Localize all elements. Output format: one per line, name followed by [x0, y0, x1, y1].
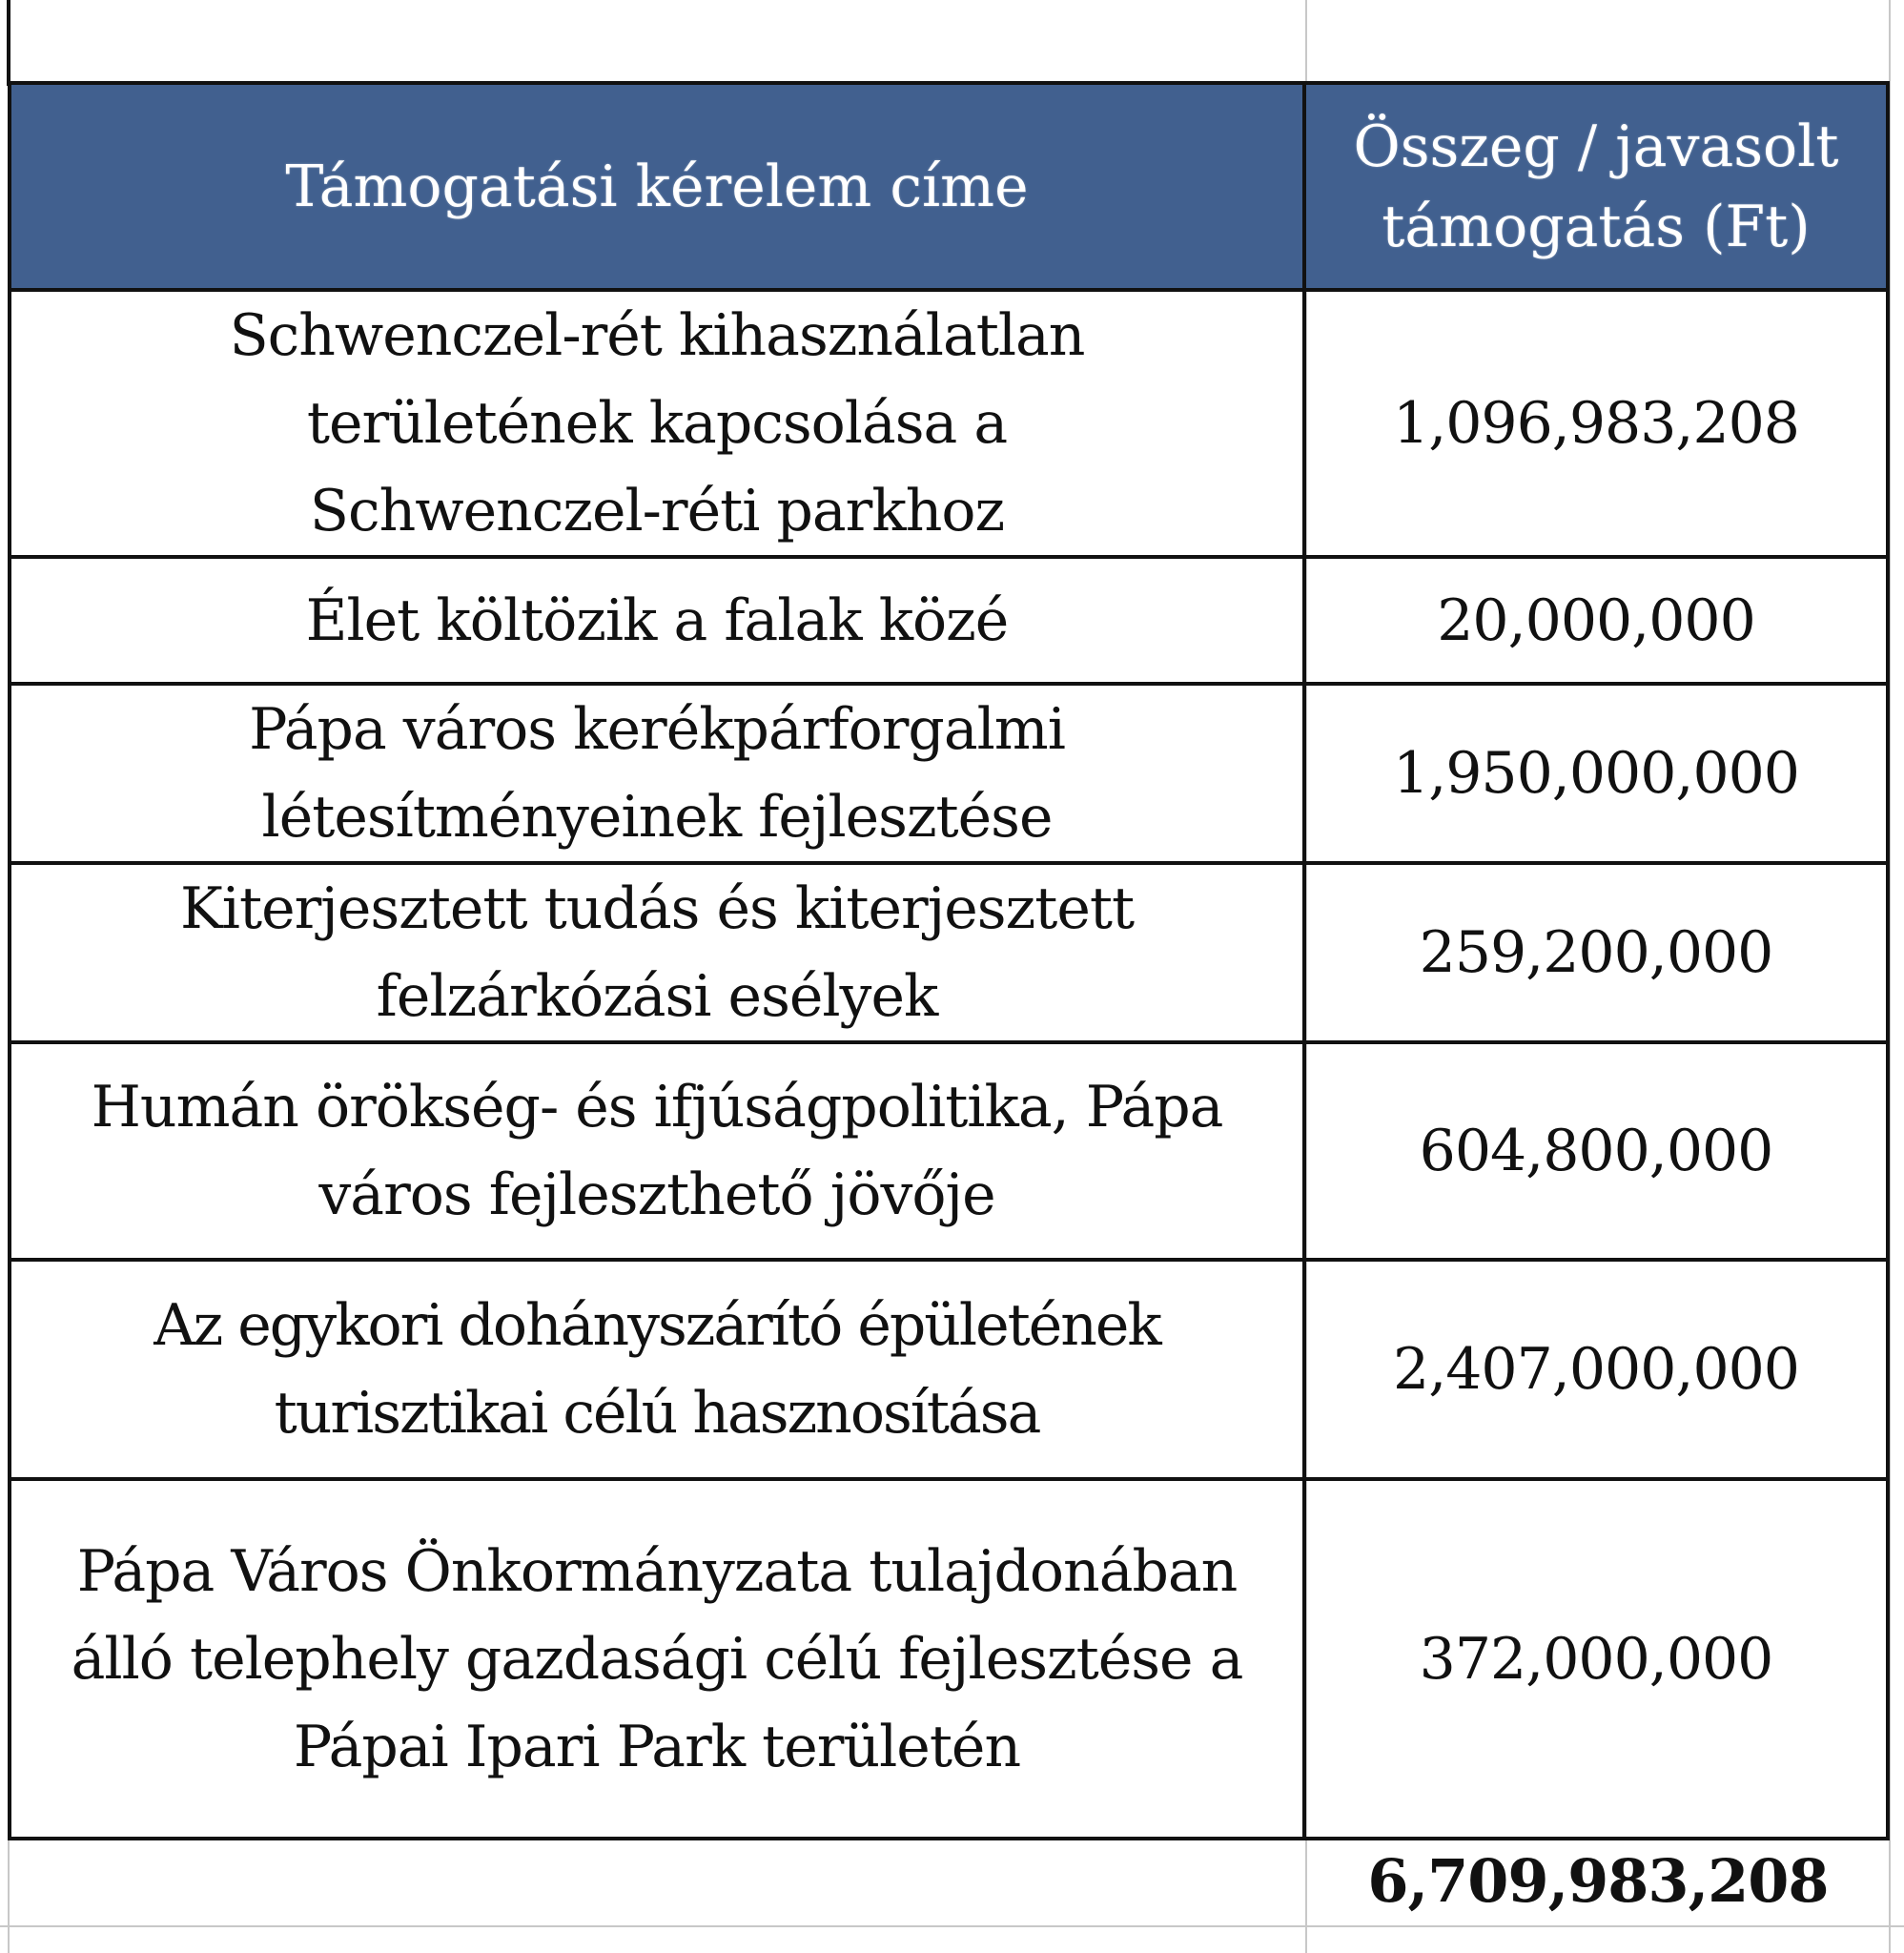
project-amount: 372,000,000 [1304, 1479, 1888, 1839]
table-row [10, 1260, 1888, 1479]
funding-table [8, 81, 1890, 1840]
table-row [10, 290, 1888, 557]
header-amount: Összeg / javasolt támogatás (Ft) [1304, 83, 1888, 290]
project-title: Pápa Város Önkormányzata tulajdonában álló telephely gazdasági célú fejlesztése a Pápai Ipari Park területén [10, 1479, 1304, 1839]
project-amount: 2,407,000,000 [1304, 1260, 1888, 1479]
table-row [10, 684, 1888, 863]
total-label-cell [8, 1836, 1306, 1926]
table-row [10, 1042, 1888, 1260]
project-title: Pápa város kerékpárforgalmi létesítményeinek fejlesztése [10, 684, 1304, 863]
project-amount: 259,200,000 [1304, 863, 1888, 1042]
project-title: Schwenczel-rét kihasználatlan területének kapcsolása a Schwenczel-réti parkhoz [10, 290, 1304, 557]
table-row [10, 557, 1888, 684]
header-title: Támogatási kérelem címe [10, 83, 1304, 290]
left-border-top [7, 0, 10, 86]
total-amount: 6,709,983,208 [1367, 1846, 1829, 1916]
table-row [10, 863, 1888, 1042]
total-row [8, 1836, 1890, 1926]
project-amount: 1,096,983,208 [1304, 290, 1888, 557]
table-row [10, 1479, 1888, 1839]
project-amount: 1,950,000,000 [1304, 684, 1888, 863]
project-amount: 20,000,000 [1304, 557, 1888, 684]
project-title: Az egykori dohányszárító épületének turisztikai célú hasznosítása [10, 1260, 1304, 1479]
project-title: Humán örökség- és ifjúságpolitika, Pápa város fejleszthető jövője [10, 1042, 1304, 1260]
project-amount: 604,800,000 [1304, 1042, 1888, 1260]
project-title: Kiterjesztett tudás és kiterjesztett felzárkózási esélyek [10, 863, 1304, 1042]
project-title: Élet költözik a falak közé [10, 557, 1304, 684]
header-row [10, 83, 1888, 290]
